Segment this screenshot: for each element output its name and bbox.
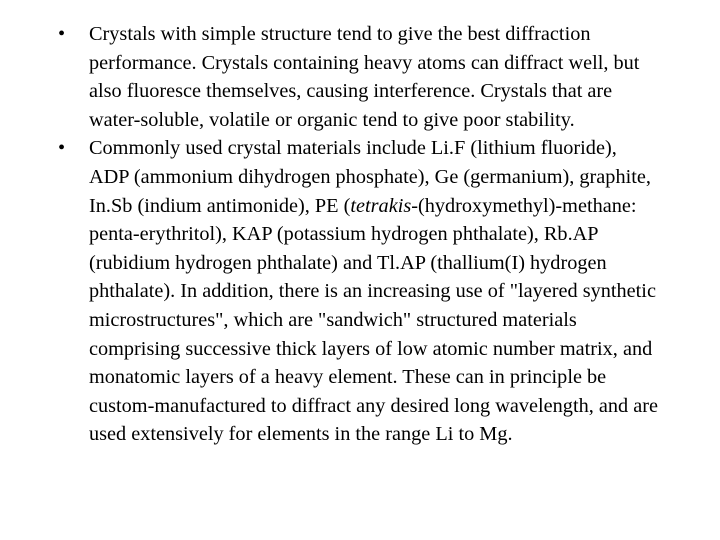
bullet-item-crystal-materials <box>58 134 658 449</box>
bullet-marker: • <box>58 137 66 160</box>
bullet-text-italic: tetrakis <box>350 194 412 217</box>
bullet-text: Crystals with simple structure tend to give the best diffraction performance. Crystals containing heavy atoms can diffract well, but also fluoresce themselves, causing interference. Crystals that are water-soluble, volatile or organic tend to give poor stability. <box>89 23 640 131</box>
bullet-text-part: Commonly used crystal materials include Li.F (lithium fluoride), ADP (ammonium dihydrogen phosphate), Ge (germanium), graphite, In.Sb (indium antimonide), PE ( <box>89 137 651 217</box>
bullet-item-crystal-structure <box>58 20 658 134</box>
bullet-text-part: -(hydroxymethyl)-methane: penta-erythritol), KAP (potassium hydrogen phthalate), Rb.AP (rubidium hydrogen phthalate) and Tl.AP (thallium(I) hydrogen phthalate). In addition, there is an increasing use of "layered synthetic microstructures", which are "sandwich" structured materials comprising successive thick layers of low atomic number matrix, and monatomic layers of a heavy element. These can in principle be custom-manufactured to diffract any desired long wavelength, and are used extensively for elements in the range Li to Mg. <box>89 194 658 446</box>
bullet-list <box>58 20 658 449</box>
bullet-marker: • <box>58 23 66 45</box>
bullet-text <box>89 134 658 449</box>
